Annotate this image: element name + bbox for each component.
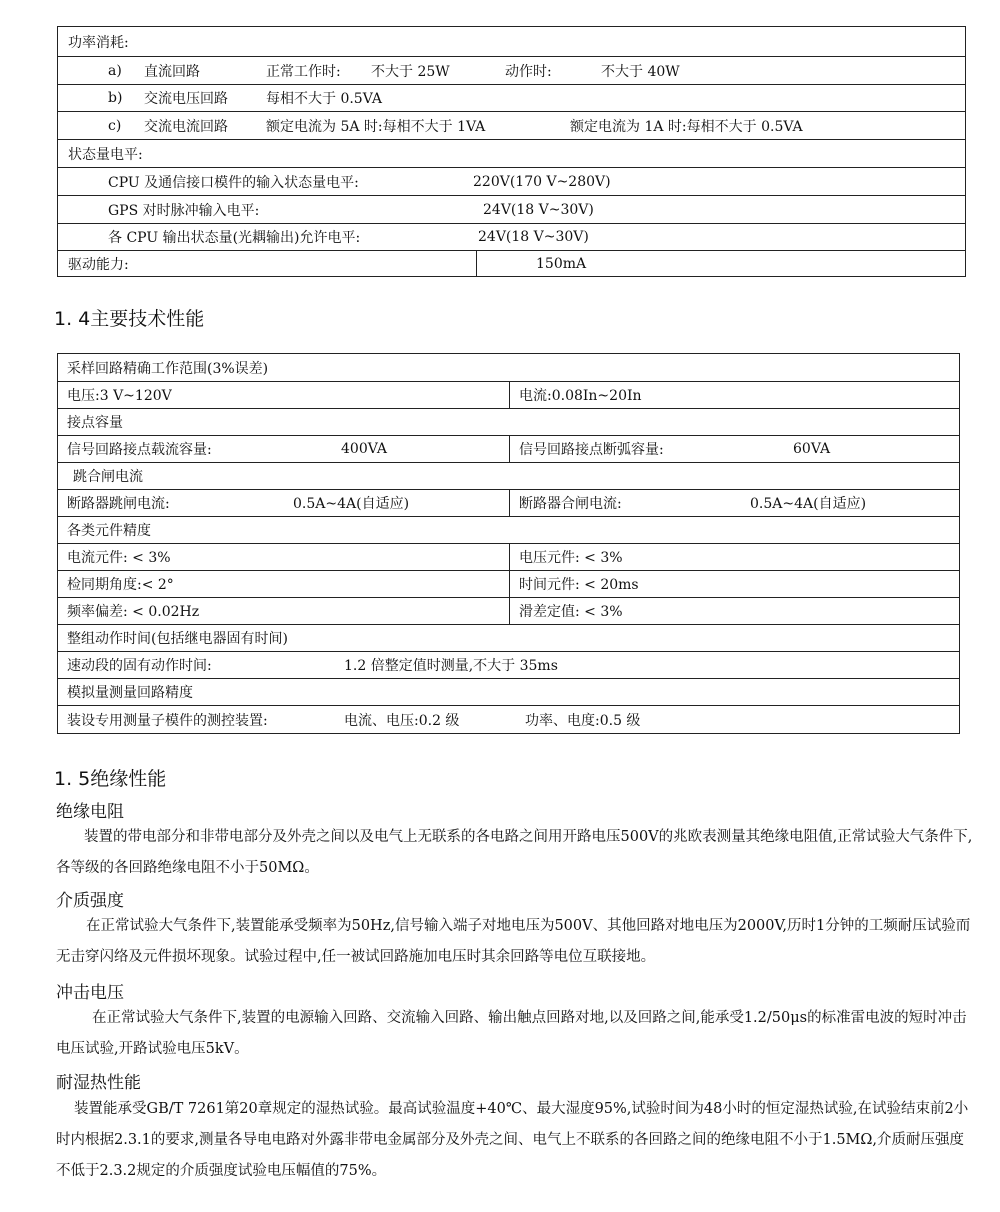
dielectric-text: 在正常试验大气条件下,装置能承受频率为50Hz,信号输入端子对地电压为500V、其他回路对地电压为2000V,历时1分钟的工频耐压试验而无击穿闪络及元件损坏现象。试验过程中,任一被试回路施加电压时其余回路等电位互联接地。 bbox=[56, 918, 971, 965]
acv-value: 每相不大于 0.5VA bbox=[266, 91, 382, 107]
cpu-output-value: 24V(18 V~30V) bbox=[478, 229, 589, 245]
break-value: 60VA bbox=[793, 441, 831, 457]
precision-title: 各类元件精度 bbox=[67, 523, 151, 539]
close-label: 断路器合闸电流: bbox=[519, 496, 622, 512]
dc-action-value: 不大于 40W bbox=[601, 63, 680, 80]
trip-value: 0.5A~4A(自适应) bbox=[293, 496, 410, 512]
humidity-title: 耐湿热性能 bbox=[56, 1073, 141, 1093]
trip-label: 断路器跳闸电流: bbox=[67, 496, 170, 512]
gps-row bbox=[58, 195, 965, 223]
section-heading-1-4: 1. 4主要技术性能 bbox=[54, 308, 205, 330]
fast-action-value: 1.2 倍整定值时测量,不大于 35ms bbox=[344, 658, 558, 674]
col-divider bbox=[509, 490, 510, 516]
slip-setting: 滑差定值: < 3% bbox=[519, 604, 623, 620]
frequency-deviation: 频率偏差: < 0.02Hz bbox=[67, 604, 200, 620]
section-heading-1-5: 1. 5绝缘性能 bbox=[54, 768, 167, 790]
state-title-row bbox=[58, 139, 965, 167]
state-title: 状态量电平: bbox=[68, 146, 143, 163]
cpu-output-label: 各 CPU 输出状态量(光耦输出)允许电平: bbox=[108, 230, 361, 246]
contact-title: 接点容量 bbox=[67, 415, 123, 431]
analog-title: 模拟量测量回路精度 bbox=[67, 685, 193, 701]
dc-normal-value: 不大于 25W bbox=[371, 63, 450, 80]
insulation-title: 绝缘电阻 bbox=[56, 802, 124, 822]
fast-action-row bbox=[58, 651, 959, 678]
acv-name: 交流电压回路 bbox=[144, 91, 228, 107]
aci-1a-value: 额定电流为 1A 时:每相不大于 0.5VA bbox=[570, 118, 803, 135]
acv-row bbox=[58, 84, 965, 111]
drive-row bbox=[58, 250, 965, 276]
precision-title-row bbox=[58, 516, 959, 543]
current-element: 电流元件: < 3% bbox=[67, 550, 171, 566]
drive-divider bbox=[476, 251, 477, 276]
aci-row bbox=[58, 111, 965, 139]
cpu-input-value: 220V(170 V~280V) bbox=[473, 173, 611, 190]
drive-label: 驱动能力: bbox=[68, 256, 129, 273]
fast-action-label: 速动段的固有动作时间: bbox=[67, 658, 212, 674]
trip-title: 跳合闸电流 bbox=[73, 469, 143, 485]
dc-normal-label: 正常工作时: bbox=[266, 63, 341, 80]
sync-angle: 检同期角度:< 2° bbox=[67, 577, 174, 593]
dc-action-label: 动作时: bbox=[505, 63, 552, 80]
voltage-current-row bbox=[58, 381, 959, 408]
power-title: 功率消耗: bbox=[68, 34, 129, 51]
contact-row bbox=[58, 435, 959, 462]
action-time-title: 整组动作时间(包括继电器固有时间) bbox=[67, 631, 288, 647]
measurement-label: 装设专用测量子模件的测控装置: bbox=[67, 712, 268, 729]
sampling-title: 采样回路精确工作范围(3%误差) bbox=[67, 360, 269, 377]
drive-value: 150mA bbox=[536, 255, 587, 272]
precision-row-1 bbox=[58, 543, 959, 570]
aci-name: 交流电流回路 bbox=[144, 118, 228, 135]
measurement-power-energy: 功率、电度:0.5 级 bbox=[525, 712, 641, 729]
cpu-input-label: CPU 及通信接口模件的输入状态量电平: bbox=[108, 174, 359, 191]
trip-close-row bbox=[58, 489, 959, 516]
col-divider bbox=[509, 436, 510, 462]
analog-title-row bbox=[58, 678, 959, 705]
insulation-text: 装置的带电部分和非带电部分及外壳之间以及电气上无联系的各电路之间用开路电压500V的兆欧表测量其绝缘电阻值,正常试验大气条件下,各等级的各回路绝缘电阻不小于50MΩ。 bbox=[56, 829, 973, 876]
action-time-title-row bbox=[58, 624, 959, 651]
humidity-text: 装置能承受GB/T 7261第20章规定的湿热试验。最高试验温度+40℃、最大湿度95%,试验时间为48小时的恒定湿热试验,在试验结束前2小时内根据2.3.1的要求,测量各导电电路对外露非带电金属部分及外壳之间、电气上不联系的各回路之间的绝缘电阻不小于1.5MΩ,介质耐压强度不低于2.3.2规定的介质强度试验电压幅值的75%。 bbox=[56, 1101, 969, 1179]
acv-index: b) bbox=[108, 90, 123, 106]
sampling-voltage: 电压:3 V~120V bbox=[67, 388, 172, 404]
col-divider bbox=[509, 571, 510, 597]
trip-title-row bbox=[58, 462, 959, 489]
performance-table bbox=[57, 353, 960, 734]
power-title-row bbox=[58, 27, 965, 56]
col-divider bbox=[509, 598, 510, 624]
measurement-row bbox=[58, 705, 959, 733]
break-label: 信号回路接点断弧容量: bbox=[519, 442, 664, 458]
sampling-current: 电流:0.08In~20In bbox=[519, 388, 642, 404]
dc-index: a) bbox=[108, 62, 122, 79]
aci-index: c) bbox=[108, 117, 122, 134]
col-divider bbox=[509, 382, 510, 408]
dielectric-title: 介质强度 bbox=[56, 891, 124, 911]
contact-title-row bbox=[58, 408, 959, 435]
col-divider bbox=[509, 544, 510, 570]
gps-value: 24V(18 V~30V) bbox=[483, 201, 594, 218]
voltage-element: 电压元件: < 3% bbox=[519, 550, 623, 566]
power-state-table bbox=[57, 26, 966, 277]
precision-row-3 bbox=[58, 597, 959, 624]
precision-row-2 bbox=[58, 570, 959, 597]
impulse-title: 冲击电压 bbox=[56, 983, 124, 1003]
time-element: 时间元件: < 20ms bbox=[519, 577, 639, 593]
gps-label: GPS 对时脉冲输入电平: bbox=[108, 202, 260, 219]
carry-label: 信号回路接点载流容量: bbox=[67, 442, 212, 458]
dc-name: 直流回路 bbox=[144, 63, 200, 80]
measurement-current-voltage: 电流、电压:0.2 级 bbox=[344, 712, 460, 729]
cpu-output-row bbox=[58, 223, 965, 250]
aci-5a-value: 额定电流为 5A 时:每相不大于 1VA bbox=[266, 118, 486, 135]
impulse-text: 在正常试验大气条件下,装置的电源输入回路、交流输入回路、输出触点回路对地,以及回路之间,能承受1.2/50μs的标准雷电波的短时冲击电压试验,开路试验电压5kV。 bbox=[56, 1010, 967, 1057]
close-value: 0.5A~4A(自适应) bbox=[750, 496, 867, 512]
sampling-title-row bbox=[58, 354, 959, 381]
dc-row bbox=[58, 56, 965, 84]
carry-value: 400VA bbox=[341, 441, 387, 457]
cpu-input-row bbox=[58, 167, 965, 195]
